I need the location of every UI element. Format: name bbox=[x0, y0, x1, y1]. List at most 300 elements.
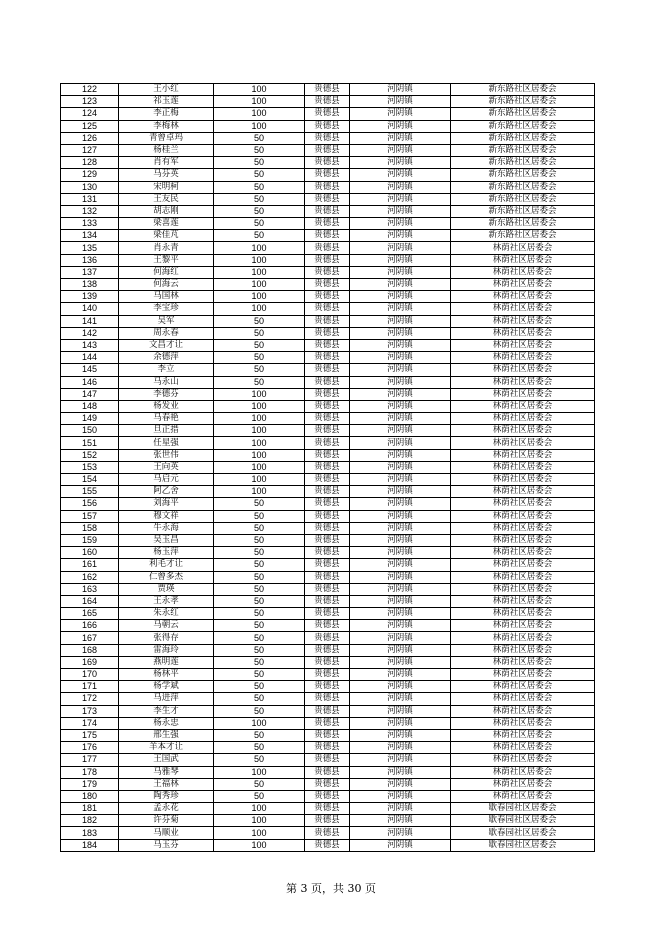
community-cell: 林荫社区居委会 bbox=[451, 620, 595, 632]
community-cell: 新东路社区居委会 bbox=[451, 193, 595, 205]
county-cell: 贵德县 bbox=[305, 717, 350, 729]
amount-cell: 50 bbox=[214, 327, 305, 339]
county-cell: 贵德县 bbox=[305, 425, 350, 437]
community-cell: 林荫社区居委会 bbox=[451, 778, 595, 790]
amount-cell: 50 bbox=[214, 632, 305, 644]
community-cell: 林荫社区居委会 bbox=[451, 705, 595, 717]
name-cell: 余德萍 bbox=[119, 352, 214, 364]
name-cell: 牛永海 bbox=[119, 522, 214, 534]
amount-cell: 100 bbox=[214, 291, 305, 303]
county-cell: 贵德县 bbox=[305, 474, 350, 486]
row-number-cell: 168 bbox=[61, 644, 119, 656]
row-number-cell: 179 bbox=[61, 778, 119, 790]
town-cell: 河阴镇 bbox=[350, 279, 451, 291]
row-number-cell: 126 bbox=[61, 132, 119, 144]
row-number-cell: 138 bbox=[61, 279, 119, 291]
community-cell: 新东路社区居委会 bbox=[451, 120, 595, 132]
row-number-cell: 163 bbox=[61, 583, 119, 595]
community-cell: 林荫社区居委会 bbox=[451, 339, 595, 351]
row-number-cell: 151 bbox=[61, 437, 119, 449]
name-cell: 王小红 bbox=[119, 84, 214, 96]
name-cell: 杨桂兰 bbox=[119, 144, 214, 156]
county-cell: 贵德县 bbox=[305, 218, 350, 230]
county-cell: 贵德县 bbox=[305, 364, 350, 376]
row-number-cell: 184 bbox=[61, 839, 119, 851]
community-cell: 歇春园社区居委会 bbox=[451, 803, 595, 815]
name-cell: 利毛才让 bbox=[119, 559, 214, 571]
name-cell: 马玉芬 bbox=[119, 839, 214, 851]
amount-cell: 100 bbox=[214, 120, 305, 132]
county-cell: 贵德县 bbox=[305, 522, 350, 534]
row-number-cell: 150 bbox=[61, 425, 119, 437]
table-row bbox=[61, 364, 595, 376]
town-cell: 河阴镇 bbox=[350, 132, 451, 144]
table-row bbox=[61, 474, 595, 486]
table-row bbox=[61, 681, 595, 693]
table-row bbox=[61, 193, 595, 205]
row-number-cell: 139 bbox=[61, 291, 119, 303]
county-cell: 贵德县 bbox=[305, 632, 350, 644]
row-number-cell: 177 bbox=[61, 754, 119, 766]
amount-cell: 50 bbox=[214, 218, 305, 230]
town-cell: 河阴镇 bbox=[350, 181, 451, 193]
name-cell: 贾瑛 bbox=[119, 583, 214, 595]
name-cell: 杨玉萍 bbox=[119, 547, 214, 559]
county-cell: 贵德县 bbox=[305, 279, 350, 291]
community-cell: 林荫社区居委会 bbox=[451, 595, 595, 607]
amount-cell: 50 bbox=[214, 364, 305, 376]
name-cell: 李立 bbox=[119, 364, 214, 376]
row-number-cell: 183 bbox=[61, 827, 119, 839]
community-cell: 林荫社区居委会 bbox=[451, 608, 595, 620]
community-cell: 林荫社区居委会 bbox=[451, 559, 595, 571]
name-cell: 朱永红 bbox=[119, 608, 214, 620]
county-cell: 贵德县 bbox=[305, 742, 350, 754]
row-number-cell: 135 bbox=[61, 242, 119, 254]
town-cell: 河阴镇 bbox=[350, 339, 451, 351]
amount-cell: 50 bbox=[214, 693, 305, 705]
amount-cell: 50 bbox=[214, 778, 305, 790]
county-cell: 贵德县 bbox=[305, 242, 350, 254]
row-number-cell: 156 bbox=[61, 498, 119, 510]
row-number-cell: 146 bbox=[61, 376, 119, 388]
county-cell: 贵德县 bbox=[305, 437, 350, 449]
table-row bbox=[61, 181, 595, 193]
name-cell: 旦正措 bbox=[119, 425, 214, 437]
community-cell: 新东路社区居委会 bbox=[451, 205, 595, 217]
row-number-cell: 142 bbox=[61, 327, 119, 339]
row-number-cell: 169 bbox=[61, 656, 119, 668]
community-cell: 林荫社区居委会 bbox=[451, 291, 595, 303]
county-cell: 贵德县 bbox=[305, 400, 350, 412]
row-number-cell: 152 bbox=[61, 449, 119, 461]
name-cell: 周永春 bbox=[119, 327, 214, 339]
county-cell: 贵德县 bbox=[305, 157, 350, 169]
table-row bbox=[61, 84, 595, 96]
table-row bbox=[61, 486, 595, 498]
community-cell: 林荫社区居委会 bbox=[451, 486, 595, 498]
community-cell: 林荫社区居委会 bbox=[451, 449, 595, 461]
county-cell: 贵德县 bbox=[305, 790, 350, 802]
community-cell: 林荫社区居委会 bbox=[451, 522, 595, 534]
name-cell: 马雅琴 bbox=[119, 766, 214, 778]
table-row bbox=[61, 571, 595, 583]
row-number-cell: 127 bbox=[61, 144, 119, 156]
amount-cell: 50 bbox=[214, 169, 305, 181]
community-cell: 林荫社区居委会 bbox=[451, 474, 595, 486]
name-cell: 羊本才让 bbox=[119, 742, 214, 754]
name-cell: 许芬菊 bbox=[119, 815, 214, 827]
county-cell: 贵德县 bbox=[305, 254, 350, 266]
county-cell: 贵德县 bbox=[305, 461, 350, 473]
amount-cell: 100 bbox=[214, 717, 305, 729]
amount-cell: 50 bbox=[214, 339, 305, 351]
table-row bbox=[61, 327, 595, 339]
community-cell: 林荫社区居委会 bbox=[451, 693, 595, 705]
name-cell: 王向英 bbox=[119, 461, 214, 473]
county-cell: 贵德县 bbox=[305, 376, 350, 388]
name-cell: 张得存 bbox=[119, 632, 214, 644]
name-cell: 胡志刚 bbox=[119, 205, 214, 217]
county-cell: 贵德县 bbox=[305, 486, 350, 498]
county-cell: 贵德县 bbox=[305, 205, 350, 217]
amount-cell: 50 bbox=[214, 620, 305, 632]
county-cell: 贵德县 bbox=[305, 181, 350, 193]
county-cell: 贵德县 bbox=[305, 583, 350, 595]
community-cell: 林荫社区居委会 bbox=[451, 352, 595, 364]
amount-cell: 50 bbox=[214, 571, 305, 583]
name-cell: 青曾卓玛 bbox=[119, 132, 214, 144]
table-row bbox=[61, 620, 595, 632]
row-number-cell: 140 bbox=[61, 303, 119, 315]
table-row bbox=[61, 449, 595, 461]
town-cell: 河阴镇 bbox=[350, 754, 451, 766]
table-row bbox=[61, 352, 595, 364]
town-cell: 河阴镇 bbox=[350, 815, 451, 827]
county-cell: 贵德县 bbox=[305, 413, 350, 425]
table-row bbox=[61, 120, 595, 132]
amount-cell: 100 bbox=[214, 279, 305, 291]
row-number-cell: 132 bbox=[61, 205, 119, 217]
community-cell: 林荫社区居委会 bbox=[451, 364, 595, 376]
community-cell: 林荫社区居委会 bbox=[451, 425, 595, 437]
town-cell: 河阴镇 bbox=[350, 644, 451, 656]
county-cell: 贵德县 bbox=[305, 534, 350, 546]
county-cell: 贵德县 bbox=[305, 815, 350, 827]
name-cell: 孟永花 bbox=[119, 803, 214, 815]
town-cell: 河阴镇 bbox=[350, 84, 451, 96]
community-cell: 新东路社区居委会 bbox=[451, 230, 595, 242]
town-cell: 河阴镇 bbox=[350, 327, 451, 339]
county-cell: 贵德县 bbox=[305, 266, 350, 278]
table-row bbox=[61, 437, 595, 449]
community-cell: 林荫社区居委会 bbox=[451, 656, 595, 668]
name-cell: 仁曾多杰 bbox=[119, 571, 214, 583]
community-cell: 歇春园社区居委会 bbox=[451, 827, 595, 839]
row-number-cell: 143 bbox=[61, 339, 119, 351]
town-cell: 河阴镇 bbox=[350, 291, 451, 303]
town-cell: 河阴镇 bbox=[350, 400, 451, 412]
row-number-cell: 176 bbox=[61, 742, 119, 754]
town-cell: 河阴镇 bbox=[350, 303, 451, 315]
community-cell: 林荫社区居委会 bbox=[451, 729, 595, 741]
name-cell: 肖永青 bbox=[119, 242, 214, 254]
amount-cell: 100 bbox=[214, 84, 305, 96]
community-cell: 林荫社区居委会 bbox=[451, 717, 595, 729]
name-cell: 任星强 bbox=[119, 437, 214, 449]
table-row bbox=[61, 778, 595, 790]
name-cell: 杨永忠 bbox=[119, 717, 214, 729]
community-cell: 林荫社区居委会 bbox=[451, 669, 595, 681]
row-number-cell: 122 bbox=[61, 84, 119, 96]
county-cell: 贵德县 bbox=[305, 681, 350, 693]
table-row bbox=[61, 230, 595, 242]
county-cell: 贵德县 bbox=[305, 595, 350, 607]
county-cell: 贵德县 bbox=[305, 620, 350, 632]
row-number-cell: 173 bbox=[61, 705, 119, 717]
community-cell: 歇春园社区居委会 bbox=[451, 815, 595, 827]
row-number-cell: 181 bbox=[61, 803, 119, 815]
town-cell: 河阴镇 bbox=[350, 583, 451, 595]
name-cell: 梁佳芃 bbox=[119, 230, 214, 242]
row-number-cell: 131 bbox=[61, 193, 119, 205]
name-cell: 王福林 bbox=[119, 778, 214, 790]
table-row bbox=[61, 108, 595, 120]
town-cell: 河阴镇 bbox=[350, 681, 451, 693]
name-cell: 杨林平 bbox=[119, 669, 214, 681]
community-cell: 新东路社区居委会 bbox=[451, 144, 595, 156]
town-cell: 河阴镇 bbox=[350, 803, 451, 815]
name-cell: 刘海平 bbox=[119, 498, 214, 510]
amount-cell: 50 bbox=[214, 547, 305, 559]
town-cell: 河阴镇 bbox=[350, 559, 451, 571]
name-cell: 文昌才让 bbox=[119, 339, 214, 351]
county-cell: 贵德县 bbox=[305, 84, 350, 96]
amount-cell: 50 bbox=[214, 157, 305, 169]
amount-cell: 100 bbox=[214, 266, 305, 278]
table-row bbox=[61, 144, 595, 156]
amount-cell: 100 bbox=[214, 242, 305, 254]
name-cell: 马朝云 bbox=[119, 620, 214, 632]
table-row bbox=[61, 132, 595, 144]
county-cell: 贵德县 bbox=[305, 705, 350, 717]
name-cell: 马启元 bbox=[119, 474, 214, 486]
table-row bbox=[61, 510, 595, 522]
table-row bbox=[61, 388, 595, 400]
name-cell: 马顺业 bbox=[119, 827, 214, 839]
table-row bbox=[61, 498, 595, 510]
amount-cell: 100 bbox=[214, 425, 305, 437]
county-cell: 贵德县 bbox=[305, 644, 350, 656]
county-cell: 贵德县 bbox=[305, 327, 350, 339]
amount-cell: 50 bbox=[214, 681, 305, 693]
town-cell: 河阴镇 bbox=[350, 218, 451, 230]
table-row bbox=[61, 803, 595, 815]
amount-cell: 100 bbox=[214, 803, 305, 815]
row-number-cell: 145 bbox=[61, 364, 119, 376]
table-row bbox=[61, 279, 595, 291]
row-number-cell: 153 bbox=[61, 461, 119, 473]
table-row bbox=[61, 522, 595, 534]
row-number-cell: 166 bbox=[61, 620, 119, 632]
community-cell: 林荫社区居委会 bbox=[451, 461, 595, 473]
amount-cell: 100 bbox=[214, 461, 305, 473]
row-number-cell: 147 bbox=[61, 388, 119, 400]
county-cell: 贵德县 bbox=[305, 315, 350, 327]
table-row bbox=[61, 205, 595, 217]
community-cell: 林荫社区居委会 bbox=[451, 583, 595, 595]
table-row bbox=[61, 644, 595, 656]
row-number-cell: 172 bbox=[61, 693, 119, 705]
name-cell: 马春艳 bbox=[119, 413, 214, 425]
town-cell: 河阴镇 bbox=[350, 230, 451, 242]
name-cell: 何海红 bbox=[119, 266, 214, 278]
community-cell: 林荫社区居委会 bbox=[451, 632, 595, 644]
table-row bbox=[61, 693, 595, 705]
county-cell: 贵德县 bbox=[305, 144, 350, 156]
county-cell: 贵德县 bbox=[305, 608, 350, 620]
row-number-cell: 128 bbox=[61, 157, 119, 169]
row-number-cell: 149 bbox=[61, 413, 119, 425]
row-number-cell: 130 bbox=[61, 181, 119, 193]
community-cell: 林荫社区居委会 bbox=[451, 266, 595, 278]
county-cell: 贵德县 bbox=[305, 839, 350, 851]
amount-cell: 50 bbox=[214, 754, 305, 766]
table-row bbox=[61, 303, 595, 315]
county-cell: 贵德县 bbox=[305, 291, 350, 303]
town-cell: 河阴镇 bbox=[350, 376, 451, 388]
community-cell: 新东路社区居委会 bbox=[451, 96, 595, 108]
community-cell: 林荫社区居委会 bbox=[451, 327, 595, 339]
table-row bbox=[61, 790, 595, 802]
county-cell: 贵德县 bbox=[305, 120, 350, 132]
town-cell: 河阴镇 bbox=[350, 522, 451, 534]
table-row bbox=[61, 583, 595, 595]
amount-cell: 50 bbox=[214, 729, 305, 741]
name-cell: 邢生强 bbox=[119, 729, 214, 741]
name-cell: 马芬英 bbox=[119, 169, 214, 181]
town-cell: 河阴镇 bbox=[350, 534, 451, 546]
table-row bbox=[61, 729, 595, 741]
county-cell: 贵德县 bbox=[305, 827, 350, 839]
county-cell: 贵德县 bbox=[305, 96, 350, 108]
table-row bbox=[61, 534, 595, 546]
name-cell: 宋明柯 bbox=[119, 181, 214, 193]
table-row bbox=[61, 754, 595, 766]
row-number-cell: 164 bbox=[61, 595, 119, 607]
table-row bbox=[61, 742, 595, 754]
amount-cell: 100 bbox=[214, 437, 305, 449]
amount-cell: 50 bbox=[214, 522, 305, 534]
table-row bbox=[61, 266, 595, 278]
table-row bbox=[61, 559, 595, 571]
name-cell: 阿乙舍 bbox=[119, 486, 214, 498]
community-cell: 林荫社区居委会 bbox=[451, 510, 595, 522]
table-row bbox=[61, 254, 595, 266]
row-number-cell: 165 bbox=[61, 608, 119, 620]
town-cell: 河阴镇 bbox=[350, 717, 451, 729]
name-cell: 张世伟 bbox=[119, 449, 214, 461]
table-row bbox=[61, 413, 595, 425]
community-cell: 林荫社区居委会 bbox=[451, 413, 595, 425]
name-cell: 梁喜莲 bbox=[119, 218, 214, 230]
town-cell: 河阴镇 bbox=[350, 547, 451, 559]
name-cell: 李梅林 bbox=[119, 120, 214, 132]
town-cell: 河阴镇 bbox=[350, 620, 451, 632]
amount-cell: 50 bbox=[214, 656, 305, 668]
town-cell: 河阴镇 bbox=[350, 364, 451, 376]
town-cell: 河阴镇 bbox=[350, 693, 451, 705]
amount-cell: 50 bbox=[214, 498, 305, 510]
amount-cell: 100 bbox=[214, 474, 305, 486]
county-cell: 贵德县 bbox=[305, 693, 350, 705]
town-cell: 河阴镇 bbox=[350, 157, 451, 169]
row-number-cell: 157 bbox=[61, 510, 119, 522]
table-row bbox=[61, 242, 595, 254]
town-cell: 河阴镇 bbox=[350, 437, 451, 449]
community-cell: 新东路社区居委会 bbox=[451, 157, 595, 169]
table-row bbox=[61, 815, 595, 827]
town-cell: 河阴镇 bbox=[350, 474, 451, 486]
amount-cell: 50 bbox=[214, 534, 305, 546]
row-number-cell: 158 bbox=[61, 522, 119, 534]
row-number-cell: 167 bbox=[61, 632, 119, 644]
town-cell: 河阴镇 bbox=[350, 632, 451, 644]
town-cell: 河阴镇 bbox=[350, 608, 451, 620]
row-number-cell: 160 bbox=[61, 547, 119, 559]
county-cell: 贵德县 bbox=[305, 754, 350, 766]
amount-cell: 50 bbox=[214, 510, 305, 522]
amount-cell: 50 bbox=[214, 315, 305, 327]
community-cell: 林荫社区居委会 bbox=[451, 376, 595, 388]
town-cell: 河阴镇 bbox=[350, 352, 451, 364]
page-number: 第 3 页，共 30 页 bbox=[286, 882, 376, 895]
community-cell: 林荫社区居委会 bbox=[451, 571, 595, 583]
community-cell: 林荫社区居委会 bbox=[451, 242, 595, 254]
amount-cell: 100 bbox=[214, 766, 305, 778]
county-cell: 贵德县 bbox=[305, 766, 350, 778]
table-row bbox=[61, 169, 595, 181]
row-number-cell: 154 bbox=[61, 474, 119, 486]
name-cell: 马永山 bbox=[119, 376, 214, 388]
amount-cell: 100 bbox=[214, 413, 305, 425]
name-cell: 李正梅 bbox=[119, 108, 214, 120]
table-row bbox=[61, 705, 595, 717]
county-cell: 贵德县 bbox=[305, 169, 350, 181]
amount-cell: 50 bbox=[214, 790, 305, 802]
row-number-cell: 178 bbox=[61, 766, 119, 778]
table-row bbox=[61, 315, 595, 327]
community-cell: 林荫社区居委会 bbox=[451, 681, 595, 693]
town-cell: 河阴镇 bbox=[350, 205, 451, 217]
row-number-cell: 155 bbox=[61, 486, 119, 498]
name-cell: 马进萍 bbox=[119, 693, 214, 705]
table-row bbox=[61, 632, 595, 644]
name-cell: 雷海玲 bbox=[119, 644, 214, 656]
row-number-cell: 134 bbox=[61, 230, 119, 242]
name-cell: 王国武 bbox=[119, 754, 214, 766]
town-cell: 河阴镇 bbox=[350, 766, 451, 778]
county-cell: 贵德县 bbox=[305, 132, 350, 144]
amount-cell: 50 bbox=[214, 595, 305, 607]
amount-cell: 50 bbox=[214, 742, 305, 754]
row-number-cell: 180 bbox=[61, 790, 119, 802]
town-cell: 河阴镇 bbox=[350, 266, 451, 278]
name-cell: 燕明莲 bbox=[119, 656, 214, 668]
name-cell: 杨学斌 bbox=[119, 681, 214, 693]
row-number-cell: 136 bbox=[61, 254, 119, 266]
name-cell: 吴玉昌 bbox=[119, 534, 214, 546]
